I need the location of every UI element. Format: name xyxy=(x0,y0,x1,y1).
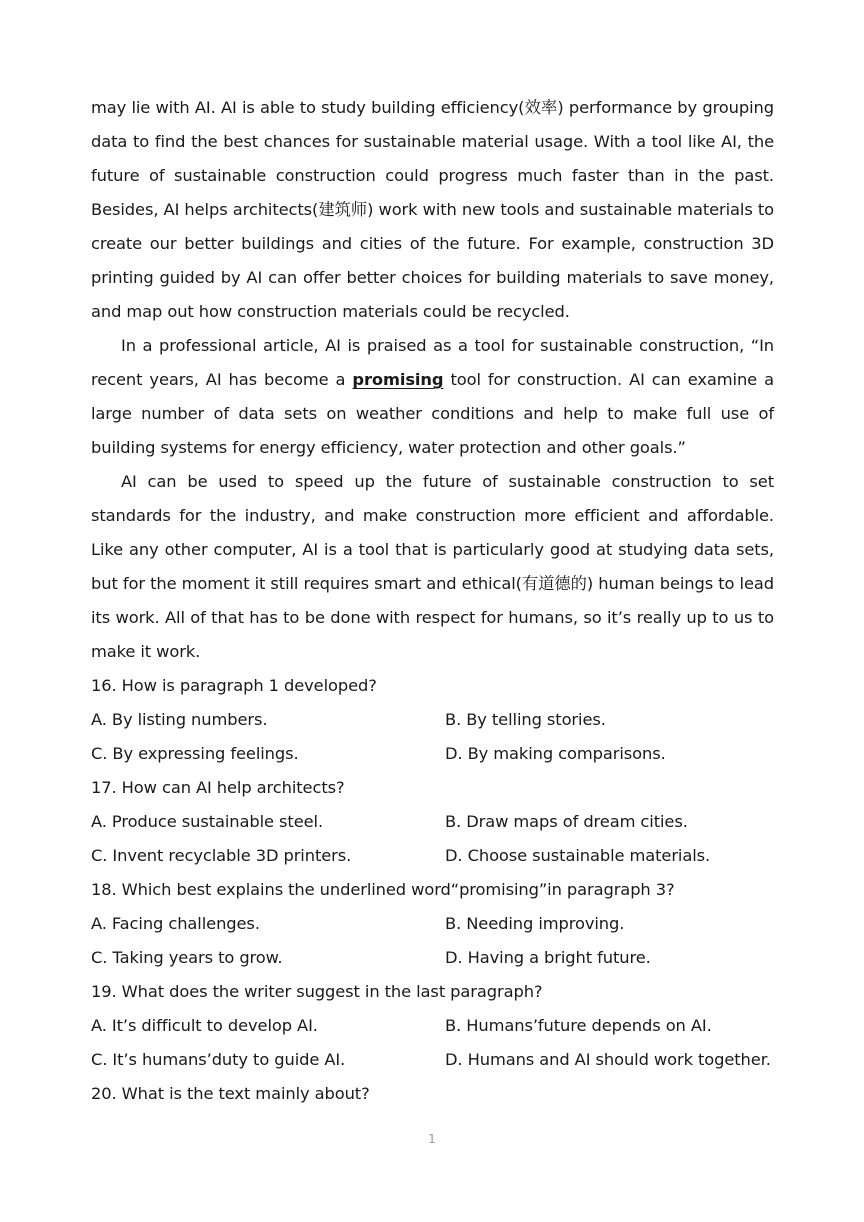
question-18-stem: 18. Which best explains the underlined word“promising”in paragraph 3? xyxy=(91,880,675,899)
question-20-stem: 20. What is the text mainly about? xyxy=(91,1084,370,1103)
question-17-stem: 17. How can AI help architects? xyxy=(91,778,345,797)
question-16-option-d[interactable]: D. By making comparisons. xyxy=(445,744,666,763)
paragraph-3-text-before: In a professional article, AI is praised as a tool for sustainable construction, “In recent years, AI has become a xyxy=(91,336,774,389)
question-19-option-b[interactable]: B. Humans’future depends on AI. xyxy=(445,1016,712,1035)
document-page xyxy=(91,91,774,1111)
question-18-option-a[interactable]: A. Facing challenges. xyxy=(91,914,260,933)
passage-paragraph-3 xyxy=(91,329,774,465)
question-18-option-d[interactable]: D. Having a bright future. xyxy=(445,948,651,967)
question-19-option-c[interactable]: C. It’s humans’duty to guide AI. xyxy=(91,1050,346,1069)
question-17-options xyxy=(91,805,774,873)
question-18-option-c[interactable]: C. Taking years to grow. xyxy=(91,948,283,967)
question-19-stem: 19. What does the writer suggest in the last paragraph? xyxy=(91,982,543,1001)
question-17-option-b[interactable]: B. Draw maps of dream cities. xyxy=(445,812,688,831)
question-16-options xyxy=(91,703,774,771)
passage-paragraph-4: AI can be used to speed up the future of sustainable construction to set standards for the industry, and make construction more efficient and affordable. Like any other computer, AI is a tool that is particularly good at studying data sets, but for the moment it still requires smart and ethical(有道德的) human beings to lead its work. All of that has to be done with respect for humans, so it’s really up to us to make it work. xyxy=(91,472,774,661)
question-16-stem: 16. How is paragraph 1 developed? xyxy=(91,676,377,695)
question-17-option-a[interactable]: A. Produce sustainable steel. xyxy=(91,812,324,831)
question-17-option-c[interactable]: C. Invent recyclable 3D printers. xyxy=(91,846,352,865)
passage-paragraph-continued: may lie with AI. AI is able to study building efficiency(效率) performance by grouping data to find the best chances for sustainable material usage. With a tool like AI, the future of sustainable construction could progress much faster than in the past. Besides, AI helps architects(建筑师) work with new tools and sustainable materials to create our better buildings and cities of the future. For example, construction 3D printing guided by AI can offer better choices for building materials to save money, and map out how construction materials could be recycled. xyxy=(91,98,774,321)
question-18-options xyxy=(91,907,774,975)
paragraph-3-text-after: tool for construction. AI can examine a large number of data sets on weather conditions and help to make full use of building systems for energy efficiency, water protection and other goals.” xyxy=(91,370,774,457)
question-19-option-a[interactable]: A. It’s difficult to develop AI. xyxy=(91,1016,318,1035)
underlined-word-promising: promising xyxy=(352,370,444,389)
question-18-option-b[interactable]: B. Needing improving. xyxy=(445,914,625,933)
question-16-option-b[interactable]: B. By telling stories. xyxy=(445,710,606,729)
question-16-option-a[interactable]: A. By listing numbers. xyxy=(91,710,268,729)
page-number: 1 xyxy=(428,1132,436,1146)
question-19-options xyxy=(91,1009,774,1077)
question-16-option-c[interactable]: C. By expressing feelings. xyxy=(91,744,299,763)
question-19-option-d[interactable]: D. Humans and AI should work together. xyxy=(445,1050,771,1069)
question-17-option-d[interactable]: D. Choose sustainable materials. xyxy=(445,846,711,865)
